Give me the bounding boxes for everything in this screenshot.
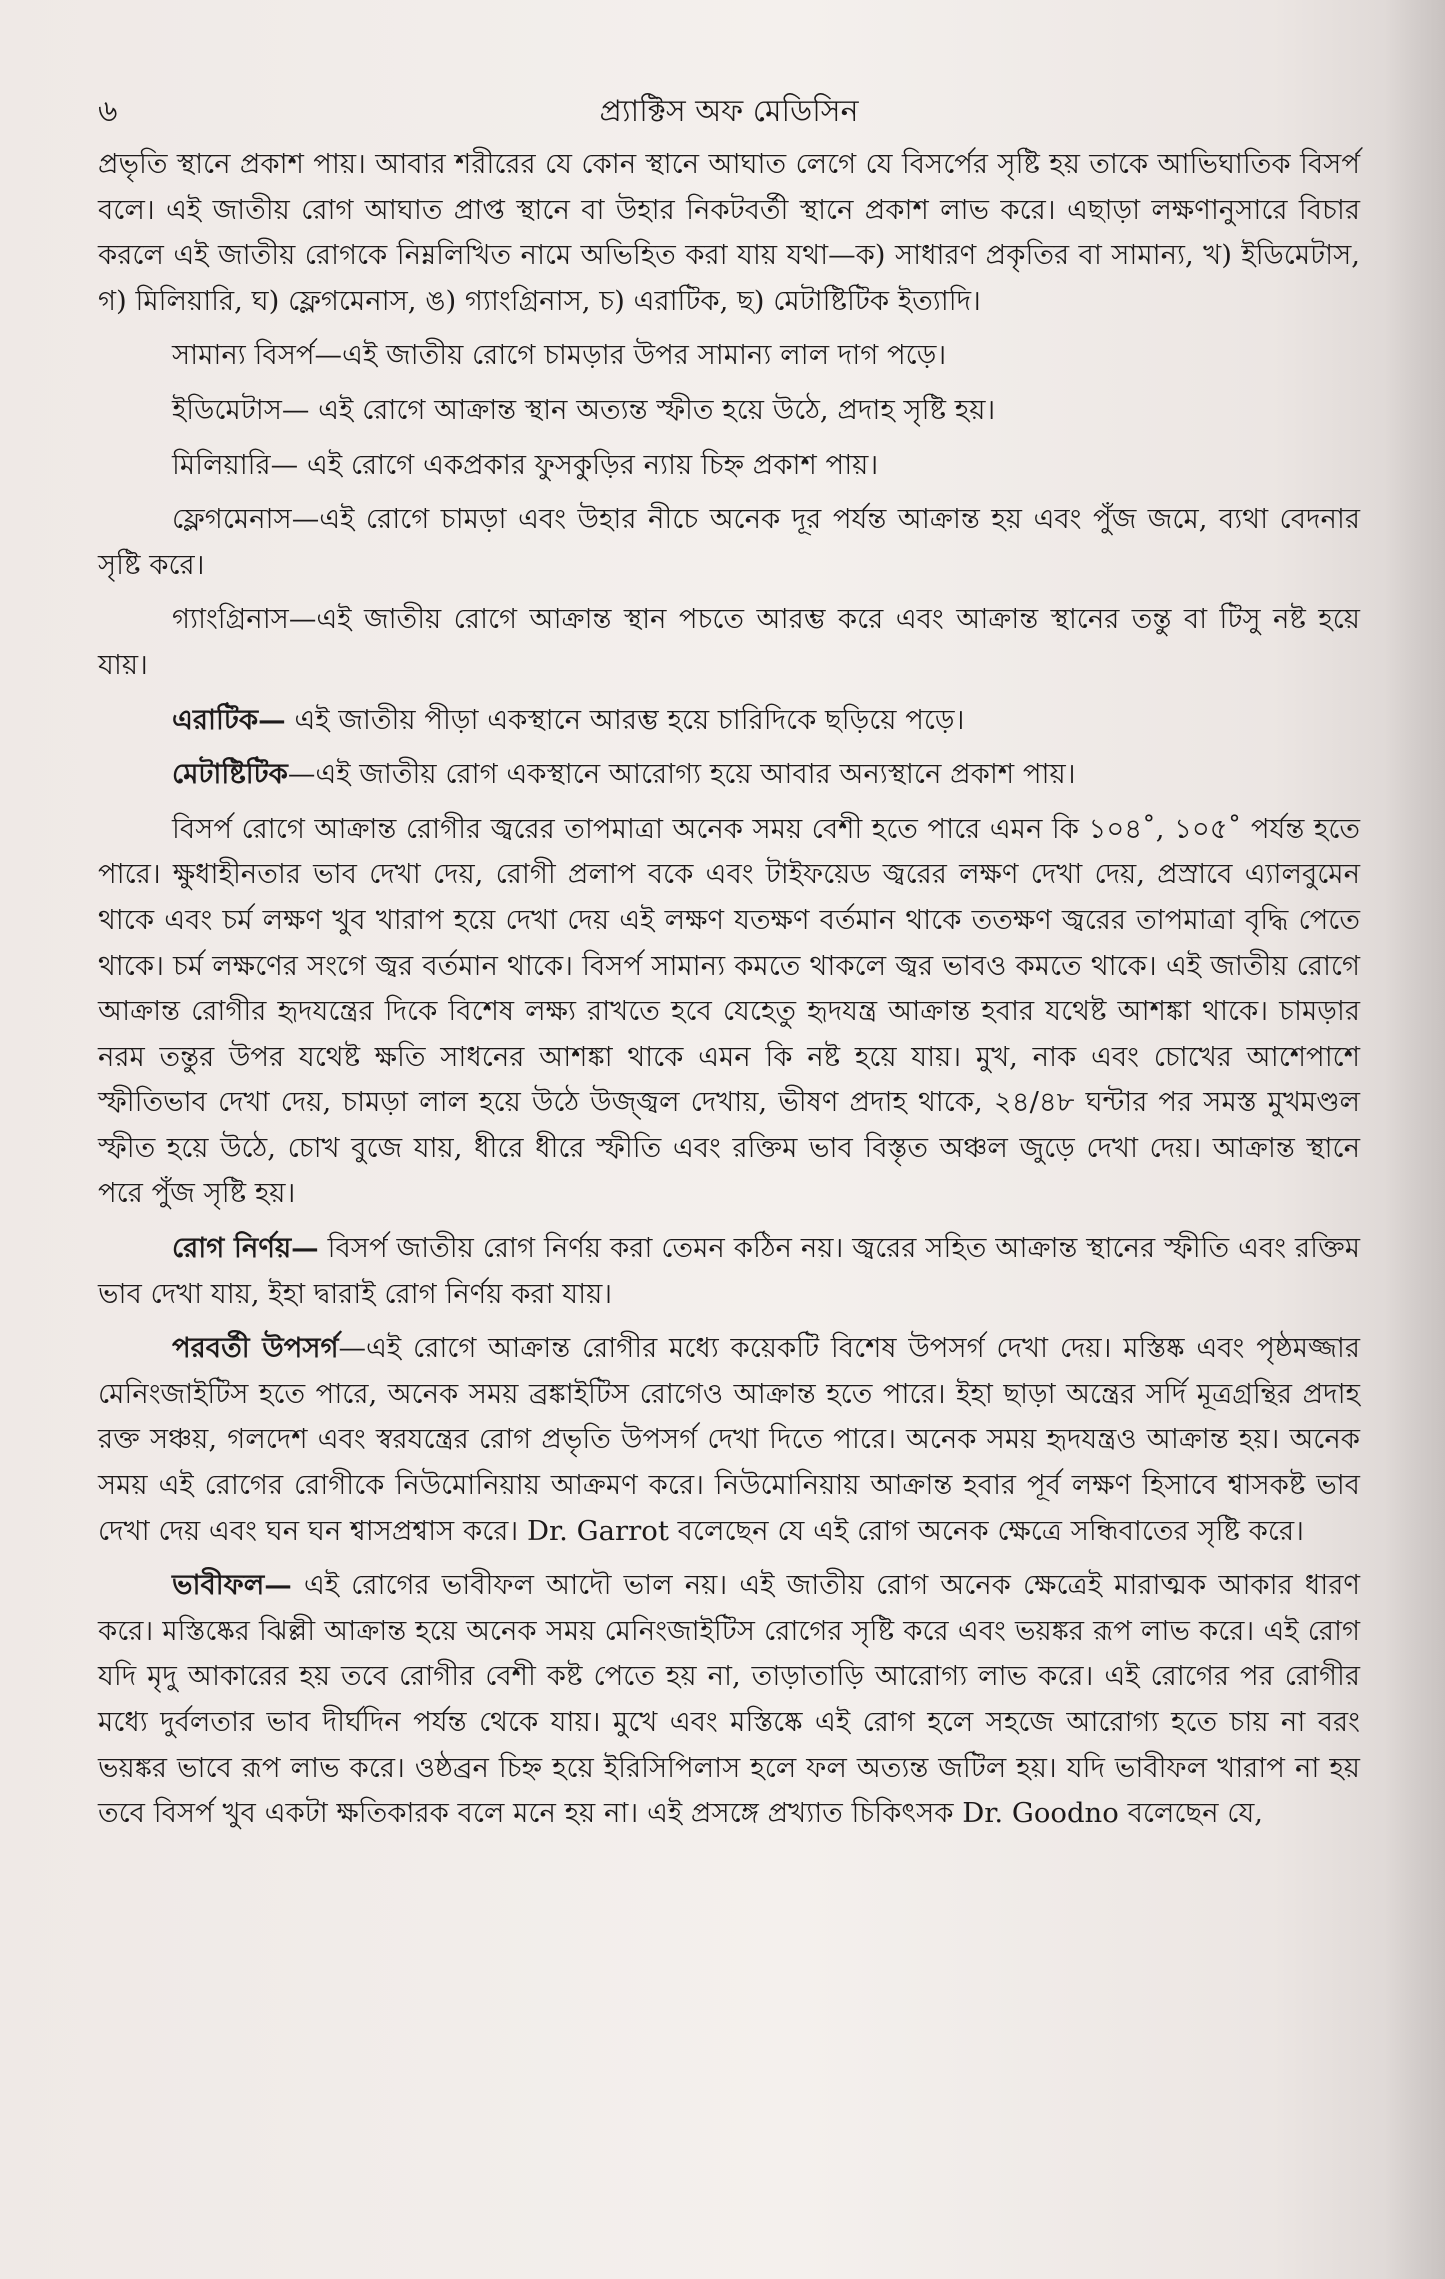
paragraph-text: —এই রোগে আক্রান্ত রোগীর মধ্যে কয়েকটি বিশেষ উপসর্গ দেখা দেয়। মস্তিষ্ক এবং পৃষ্ঠমজ্জার মেনিংজাইটিস হতে পারে, অনেক সময় ব্রঙ্কাইটিস রোগেও আক্রান্ত হতে পারে। ইহা ছাড়া অন্ত্রের সর্দি মূত্রগ্রন্থির প্রদাহ রক্ত সঞ্চয়, গলদেশ এবং স্বরযন্ত্রের রোগ প্রভৃতি উপসর্গ দেখা দিতে পারে। অনেক সময় হৃদযন্ত্রও আক্রান্ত হয়। অনেক সময় এই রোগের রোগীকে নিউমোনিয়ায় আক্রমণ করে। নিউমোনিয়ায় আক্রান্ত হবার পূর্ব লক্ষণ হিসাবে শ্বাসকষ্ট ভাব দেখা দেয় এবং ঘন ঘন শ্বাসপ্রশ্বাস করে। Dr. Garrot বলেছেন যে এই রোগ অনেক ক্ষেত্রে সন্ধিবাতের সৃষ্টি করে।	[98, 1332, 1361, 1547]
paragraph-diagnosis	[98, 1226, 1360, 1317]
paragraph-samanya	[98, 333, 1360, 379]
paragraph-symptoms	[98, 807, 1360, 1217]
paragraph-text: সামান্য বিসর্প—এই জাতীয় রোগে চামড়ার উপর সামান্য লাল দাগ পড়ে।	[172, 339, 947, 372]
paragraph-text: বিসর্প রোগে আক্রান্ত রোগীর জ্বরের তাপমাত্রা অনেক সময় বেশী হতে পারে এমন কি ১০৪˚, ১০৫˚ পর্যন্ত হতে পারে। ক্ষুধাহীনতার ভাব দেখা দেয়, রোগী প্রলাপ বকে এবং টাইফয়েড জ্বরের লক্ষণ দেখা দেয়, প্রস্রাবে এ্যালবুমেন থাকে এবং চর্ম লক্ষণ খুব খারাপ হয়ে দেখা দেয় এই লক্ষণ যতক্ষণ বর্তমান থাকে ততক্ষণ জ্বরের তাপমাত্রা বৃদ্ধি পেতে থাকে। চর্ম লক্ষণের সংগে জ্বর বর্তমান থাকে। বিসর্প সামান্য কমতে থাকলে জ্বর ভাবও কমতে থাকে। এই জাতীয় রোগে আক্রান্ত রোগীর হৃদযন্ত্রের দিকে বিশেষ লক্ষ্য রাখতে হবে যেহেতু হৃদযন্ত্র আক্রান্ত হবার যথেষ্ট আশঙ্কা থাকে। চামড়ার নরম তন্তুর উপর যথেষ্ট ক্ষতি সাধনের আশঙ্কা থাকে এমন কি নষ্ট হয়ে যায়। মুখ, নাক এবং চোখের আশেপাশে স্ফীতিভাব দেখা দেয়, চামড়া লাল হয়ে উঠে উজ্জ্বল দেখায়, ভীষণ প্রদাহ থাকে, ২৪/৪৮ ঘন্টার পর সমস্ত মুখমণ্ডল স্ফীত হয়ে উঠে, চোখ বুজে যায়, ধীরে ধীরে স্ফীতি এবং রক্তিম ভাব বিস্তৃত অঞ্চল জুড়ে দেখা দেয়। আক্রান্ত স্থানে পরে পুঁজ সৃষ্টি হয়।	[98, 812, 1360, 1210]
paragraph-text: এই জাতীয় পীড়া একস্থানে আরম্ভ হয়ে চারিদিকে ছড়িয়ে পড়ে।	[285, 703, 965, 736]
paragraph-text: বিসর্প জাতীয় রোগ নির্ণয় করা তেমন কঠিন নয়। জ্বরের সহিত আক্রান্ত স্থানের স্ফীতি এবং রক্তিম ভাব দেখা যায়, ইহা দ্বারাই রোগ নির্ণয় করা যায়।	[98, 1232, 1361, 1310]
running-title: প্র্যাক্টিস অফ মেডিসিন	[599, 94, 859, 129]
paragraph-text: এই রোগের ভাবীফল আদৌ ভাল নয়। এই জাতীয় রোগ অনেক ক্ষেত্রেই মারাত্মক আকার ধারণ করে। মস্তিষ্কের ঝিল্লী আক্রান্ত হয়ে অনেক সময় মেনিংজাইটিস রোগের সৃষ্টি করে এবং ভয়ঙ্কর রূপ লাভ করে। এই রোগ যদি মৃদু আকারের হয় তবে রোগীর বেশী কষ্ট পেতে হয় না, তাড়াতাড়ি আরোগ্য লাভ করে। এই রোগের পর রোগীর মধ্যে দুর্বলতার ভাব দীর্ঘদিন পর্যন্ত থেকে যায়। মুখে এবং মস্তিষ্কে এই রোগ হলে সহজে আরোগ্য হতে চায় না বরং ভয়ঙ্কর ভাবে রূপ লাভ করে। ওষ্ঠব্রন চিহ্ন হয়ে ইরিসিপিলাস হলে ফল অত্যন্ত জটিল হয়। যদি ভাবীফল খারাপ না হয় তবে বিসর্প খুব একটা ক্ষতিকারক বলে মনে হয় না। এই প্রসঙ্গে প্রখ্যাত চিকিৎসক Dr. Goodno বলেছেন যে,	[98, 1569, 1360, 1830]
page-edge-shadow	[1385, 0, 1445, 2279]
page-header	[98, 88, 1360, 136]
paragraph-erratic	[98, 698, 1360, 744]
paragraph-term: এরাটিক—	[172, 703, 286, 736]
body-text	[98, 142, 1360, 1846]
paragraph-phlegmonous	[98, 497, 1360, 588]
paragraph-gangrenous	[98, 597, 1360, 688]
paragraph-prognosis	[98, 1563, 1360, 1837]
paragraph-intro	[98, 142, 1360, 324]
paragraph-edematous	[98, 388, 1360, 434]
paragraph-term: মেটাষ্টিটিক	[172, 758, 288, 791]
paragraph-term: রোগ নির্ণয়—	[172, 1232, 319, 1265]
paragraph-text: গ্যাংগ্রিনাস—এই জাতীয় রোগে আক্রান্ত স্থান পচতে আরম্ভ করে এবং আক্রান্ত স্থানের তন্তু বা টিসু নষ্ট হয়ে যায়।	[98, 603, 1360, 681]
paragraph-text: ইডিমেটাস— এই রোগে আক্রান্ত স্থান অত্যন্ত স্ফীত হয়ে উঠে, প্রদাহ সৃষ্টি হয়।	[172, 393, 996, 426]
paragraph-text: —এই জাতীয় রোগ একস্থানে আরোগ্য হয়ে আবার অন্যস্থানে প্রকাশ পায়।	[287, 758, 1076, 791]
page-number: ৬	[98, 94, 118, 129]
paragraph-miliary	[98, 443, 1360, 489]
paragraph-term: ভাবীফল—	[172, 1569, 292, 1602]
paragraph-text: মিলিয়ারি— এই রোগে একপ্রকার ফুসকুড়ির ন্যায় চিহ্ন প্রকাশ পায়।	[172, 448, 879, 481]
paragraph-term: পরবর্তী উপসর্গ	[172, 1332, 339, 1365]
paragraph-metastatic	[98, 752, 1360, 798]
paragraph-text: ফ্লেগমেনাস—এই রোগে চামড়া এবং উহার নীচে অনেক দূর পর্যন্ত আক্রান্ত হয় এবং পুঁজ জমে, ব্যথা বেদনার সৃষ্টি করে।	[98, 503, 1360, 581]
paragraph-complications	[98, 1326, 1360, 1554]
paragraph-text: প্রভৃতি স্থানে প্রকাশ পায়। আবার শরীরের যে কোন স্থানে আঘাত লেগে যে বিসর্পের সৃষ্টি হয় তাকে আভিঘাতিক বিসর্প বলে। এই জাতীয় রোগ আঘাত প্রাপ্ত স্থানে বা উহার নিকটবর্তী স্থানে প্রকাশ লাভ করে। এছাড়া লক্ষণানুসারে বিচার করলে এই জাতীয় রোগকে নিম্নলিখিত নামে অভিহিত করা যায় যথা—ক) সাধারণ প্রকৃতির বা সামান্য, খ) ইডিমেটাস, গ) মিলিয়ারি, ঘ) ফ্লেগমেনাস, ঙ) গ্যাংগ্রিনাস, চ) এরাটিক, ছ) মেটাষ্টিটিক ইত্যাদি।	[98, 148, 1360, 317]
